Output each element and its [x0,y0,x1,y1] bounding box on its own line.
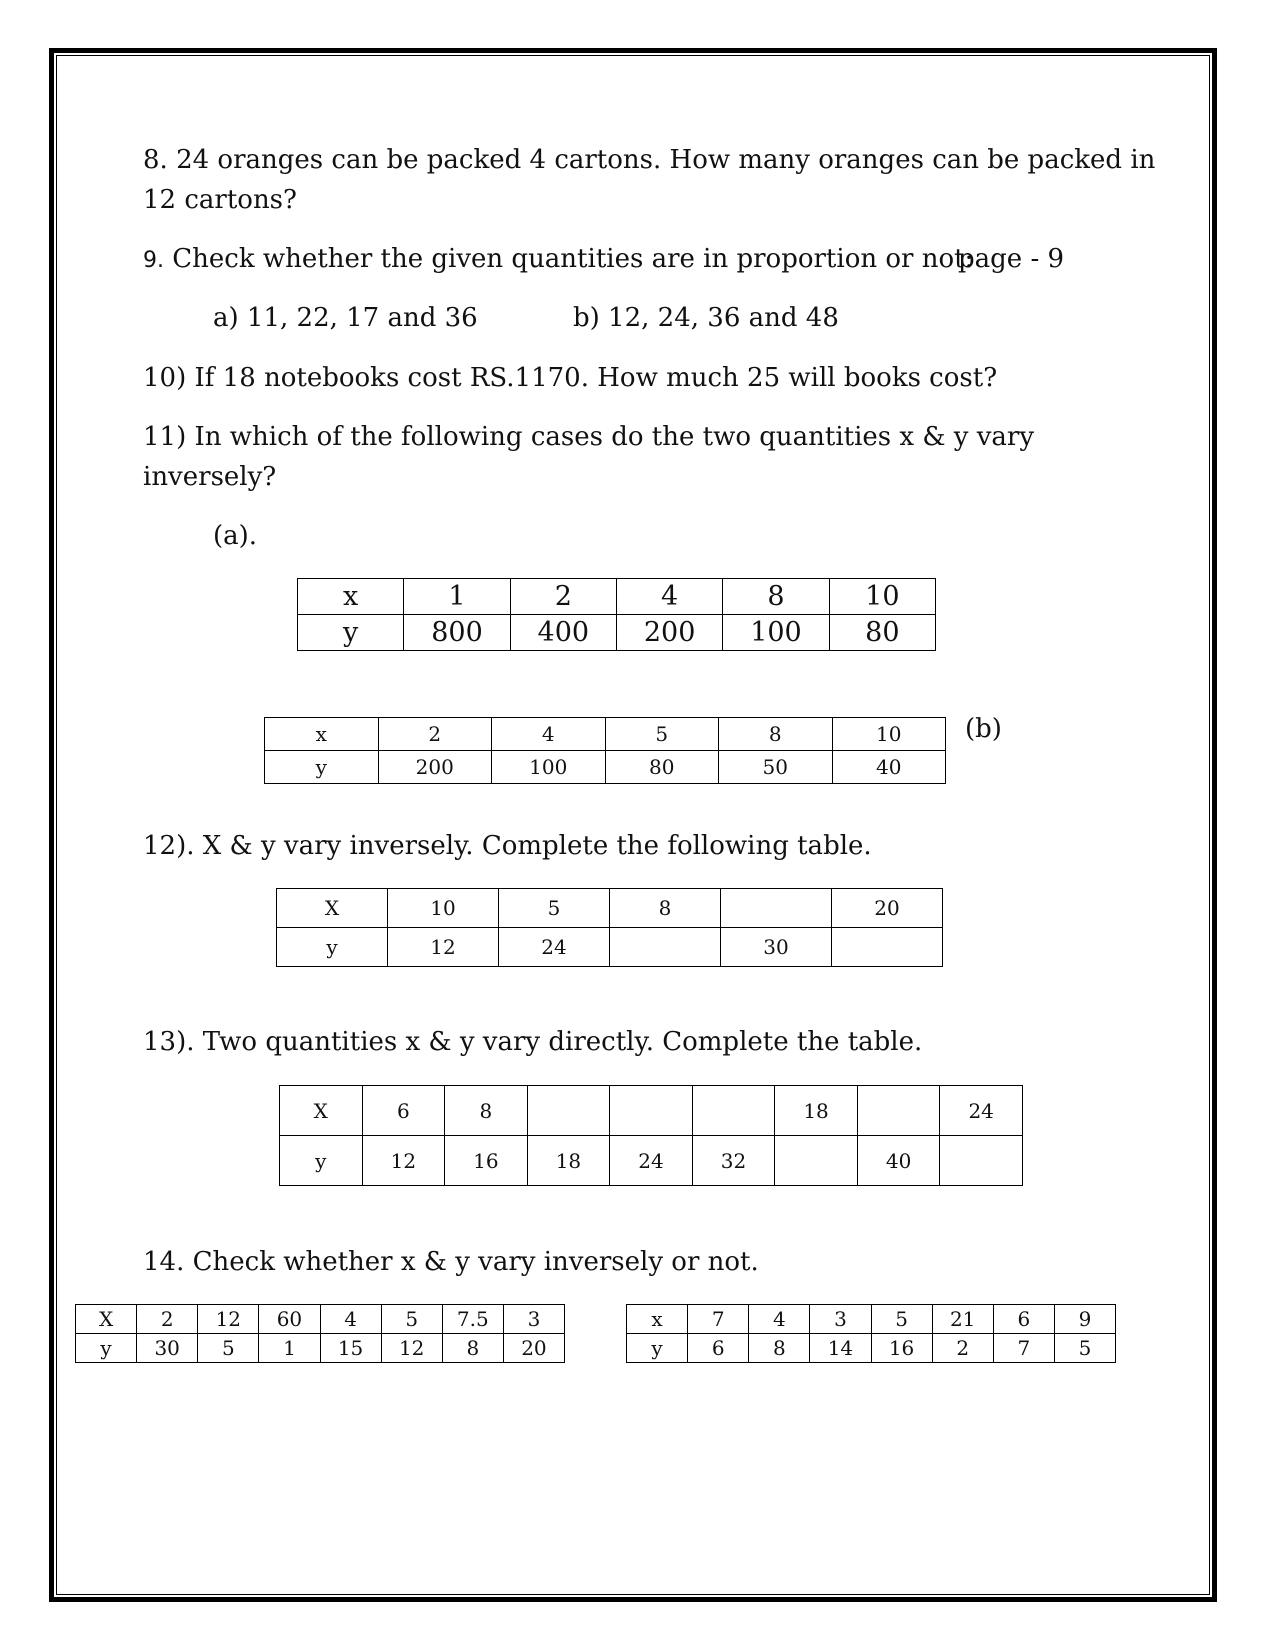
table-cell: 8 [749,1334,810,1363]
table-cell: 20 [832,889,943,928]
table-cell: 30 [137,1334,198,1363]
table-cell: 4 [749,1305,810,1334]
q9-option-a: a) 11, 22, 17 and 36 [213,303,478,333]
table-cell: 7 [993,1334,1054,1363]
table-cell: 15 [320,1334,381,1363]
table-cell: 40 [832,751,946,784]
table-cell [721,889,832,928]
q11-label-b: (b) [965,714,1002,744]
q8-line1: 8. 24 oranges can be packed 4 cartons. How many oranges can be packed in [143,145,1156,175]
table-cell: 1 [259,1334,320,1363]
table-cell: y [280,1136,363,1186]
table-cell [832,928,943,967]
table-cell: 8 [723,579,829,615]
table-row-y [298,615,936,651]
table-cell: 6 [688,1334,749,1363]
table-cell [940,1136,1023,1186]
table-cell: y [277,928,388,967]
table-cell [527,1086,610,1136]
table-cell: 12 [388,928,499,967]
table-cell: y [298,615,404,651]
table-cell: 400 [510,615,616,651]
table-cell: 4 [320,1305,381,1334]
q10-text: 10) If 18 notebooks cost RS.1170. How much 25 will books cost? [143,363,998,393]
q11-line2: inversely? [143,462,277,492]
table-cell: 8 [610,889,721,928]
table-cell: 8 [445,1086,528,1136]
q11-table-a [297,578,936,651]
table-cell: 2 [137,1305,198,1334]
table-row-y [76,1334,565,1363]
table-cell: 5 [1054,1334,1115,1363]
q14-table-left [75,1304,565,1363]
table-cell: 5 [499,889,610,928]
table-cell: 12 [362,1136,445,1186]
table-row-x [298,579,936,615]
q13-table [279,1085,1023,1186]
table-cell: 200 [616,615,722,651]
table-cell: y [76,1334,137,1363]
table-row-x [280,1086,1023,1136]
table-cell: 6 [362,1086,445,1136]
table-cell: 5 [605,718,719,751]
q12-table [276,888,943,967]
table-row-y [627,1334,1116,1363]
table-cell: y [627,1334,688,1363]
table-cell: 16 [871,1334,932,1363]
table-cell: 800 [404,615,510,651]
table-cell: 21 [932,1305,993,1334]
table-cell: 3 [810,1305,871,1334]
table-row-x [76,1305,565,1334]
table-cell: 5 [871,1305,932,1334]
table-cell [692,1086,775,1136]
table-cell: 4 [616,579,722,615]
page-label: page - 9 [958,244,1065,274]
table-cell: 14 [810,1334,871,1363]
table-cell: 80 [605,751,719,784]
q9-option-b: b) 12, 24, 36 and 48 [573,303,839,333]
q13-text: 13). Two quantities x & y vary directly. Complete the table. [143,1027,923,1057]
table-cell: 9 [1054,1305,1115,1334]
table-row-x [265,718,946,751]
q9-number: 9. [143,248,164,273]
table-cell: x [627,1305,688,1334]
table-cell: 6 [993,1305,1054,1334]
table-cell: 12 [381,1334,442,1363]
page-border-inner [56,55,1210,1595]
table-cell: X [76,1305,137,1334]
table-cell [610,928,721,967]
table-cell: 10 [829,579,935,615]
table-cell: 60 [259,1305,320,1334]
table-cell: 7.5 [442,1305,503,1334]
table-row-x [277,889,943,928]
table-cell: 5 [198,1334,259,1363]
table-cell: x [298,579,404,615]
table-cell: 24 [610,1136,693,1186]
q11-table-b [264,717,946,784]
q11-label-a: (a). [213,521,258,551]
table-cell: 100 [723,615,829,651]
table-cell: 8 [719,718,833,751]
table-cell: 200 [378,751,492,784]
table-cell [857,1086,940,1136]
table-cell: 32 [692,1136,775,1186]
table-cell: 24 [499,928,610,967]
table-cell: 18 [775,1086,858,1136]
table-row-y [277,928,943,967]
q8-line2: 12 cartons? [143,185,297,215]
table-cell: 18 [527,1136,610,1186]
table-cell: 80 [829,615,935,651]
table-cell: 30 [721,928,832,967]
table-cell: y [265,751,379,784]
table-cell: 4 [492,718,606,751]
table-cell: 20 [503,1334,564,1363]
table-cell: 24 [940,1086,1023,1136]
table-cell: 10 [832,718,946,751]
table-cell: 40 [857,1136,940,1186]
table-cell: x [265,718,379,751]
table-cell [775,1136,858,1186]
table-cell: X [277,889,388,928]
table-cell: 2 [932,1334,993,1363]
table-cell: 12 [198,1305,259,1334]
table-cell: 50 [719,751,833,784]
table-cell: 7 [688,1305,749,1334]
table-row-x [627,1305,1116,1334]
table-cell [610,1086,693,1136]
table-cell: 1 [404,579,510,615]
table-cell: 8 [442,1334,503,1363]
table-cell: 100 [492,751,606,784]
q9-line [143,239,973,281]
q14-text: 14. Check whether x & y vary inversely or not. [143,1247,759,1277]
table-cell: 2 [378,718,492,751]
q12-text: 12). X & y vary inversely. Complete the following table. [143,831,872,861]
table-row-y [265,751,946,784]
table-cell: 2 [510,579,616,615]
table-cell: 5 [381,1305,442,1334]
table-row-y [280,1136,1023,1186]
q14-table-right [626,1304,1116,1363]
table-cell: 3 [503,1305,564,1334]
table-cell: 10 [388,889,499,928]
table-cell: X [280,1086,363,1136]
table-cell: 16 [445,1136,528,1186]
q11-line1: 11) In which of the following cases do the two quantities x & y vary [143,422,1035,452]
q9-text: Check whether the given quantities are in proportion or not: [172,244,974,274]
